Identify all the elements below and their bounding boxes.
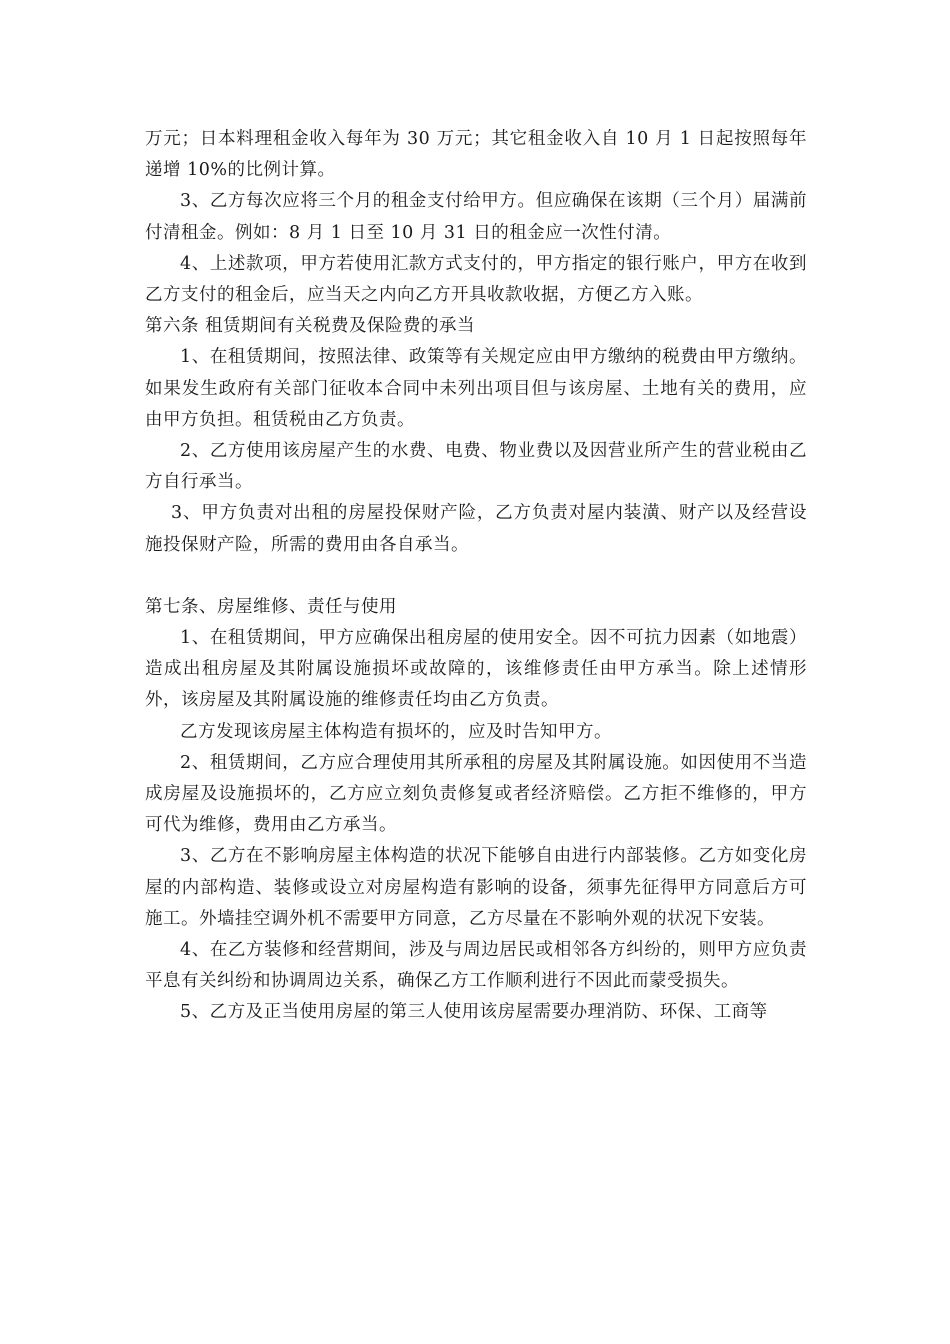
paragraph-clause-7-2: 2、租赁期间，乙方应合理使用其所承租的房屋及其附属设施。如因使用不当造成房屋及设施损坏的，乙方应立刻负责修复或者经济赔偿。乙方拒不维修的，甲方可代为维修，费用由乙方承当。 xyxy=(145,752,807,836)
paragraph-clause-7-4: 4、在乙方装修和经营期间，涉及与周边居民或相邻各方纠纷的，则甲方应负责平息有关纠纷和协调周边关系，确保乙方工作顺利进行不因此而蒙受损失。 xyxy=(145,940,807,992)
paragraph-rent-income: 万元；日本料理租金收入每年为 30 万元；其它租金收入自 10 月 1 日起按照每年递增 10%的比例计算。 xyxy=(145,129,807,181)
paragraph-clause-6-2: 2、乙方使用该房屋产生的水费、电费、物业费以及因营业所产生的营业税由乙方自行承当。 xyxy=(145,441,807,493)
paragraph-clause-7-1-note: 乙方发现该房屋主体构造有损坏的，应及时告知甲方。 xyxy=(180,721,612,742)
paragraph-clause-7-1: 1、在租赁期间，甲方应确保出租房屋的使用安全。因不可抗力因素（如地震）造成出租房屋及其附属设施损坏或故障的，该维修责任由甲方承当。除上述情形外，该房屋及其附属设施的维修责任均由乙方负责。 xyxy=(145,628,807,711)
paragraph-clause-6-3: 3、甲方负责对出租的房屋投保财产险，乙方负责对屋内装潢、财产以及经营设施投保财产险，所需的费用由各自承当。 xyxy=(145,503,807,555)
heading-article-7: 第七条、房屋维修、责任与使用 xyxy=(145,596,397,617)
document-body xyxy=(145,124,807,1029)
paragraph-clause-6-1: 1、在租赁期间，按照法律、政策等有关规定应由甲方缴纳的税费由甲方缴纳。如果发生政府有关部门征收本合同中未列出项目但与该房屋、土地有关的费用，应由甲方负担。租赁税由乙方负责。 xyxy=(145,347,807,430)
heading-article-6: 第六条 租赁期间有关税费及保险费的承当 xyxy=(145,316,476,337)
paragraph-clause-5-4: 4、上述款项，甲方若使用汇款方式支付的，甲方指定的银行账户，甲方在收到乙方支付的租金后，应当天之内向乙方开具收款收据，方便乙方入账。 xyxy=(145,253,807,306)
paragraph-clause-7-5: 5、乙方及正当使用房屋的第三人使用该房屋需要办理消防、环保、工商等 xyxy=(180,1002,768,1023)
paragraph-clause-7-3: 3、乙方在不影响房屋主体构造的状况下能够自由进行内部装修。乙方如变化房屋的内部构造、装修或设立对房屋构造有影响的设备，须事先征得甲方同意后方可施工。外墙挂空调外机不需要甲方同意，乙方尽量在不影响外观的状况下安装。 xyxy=(145,846,807,929)
blank-line xyxy=(145,561,807,592)
paragraph-clause-5-3: 3、乙方每次应将三个月的租金支付给甲方。但应确保在该期（三个月）届满前付清租金。例如：8 月 1 日至 10 月 31 日的租金应一次性付清。 xyxy=(145,191,807,243)
